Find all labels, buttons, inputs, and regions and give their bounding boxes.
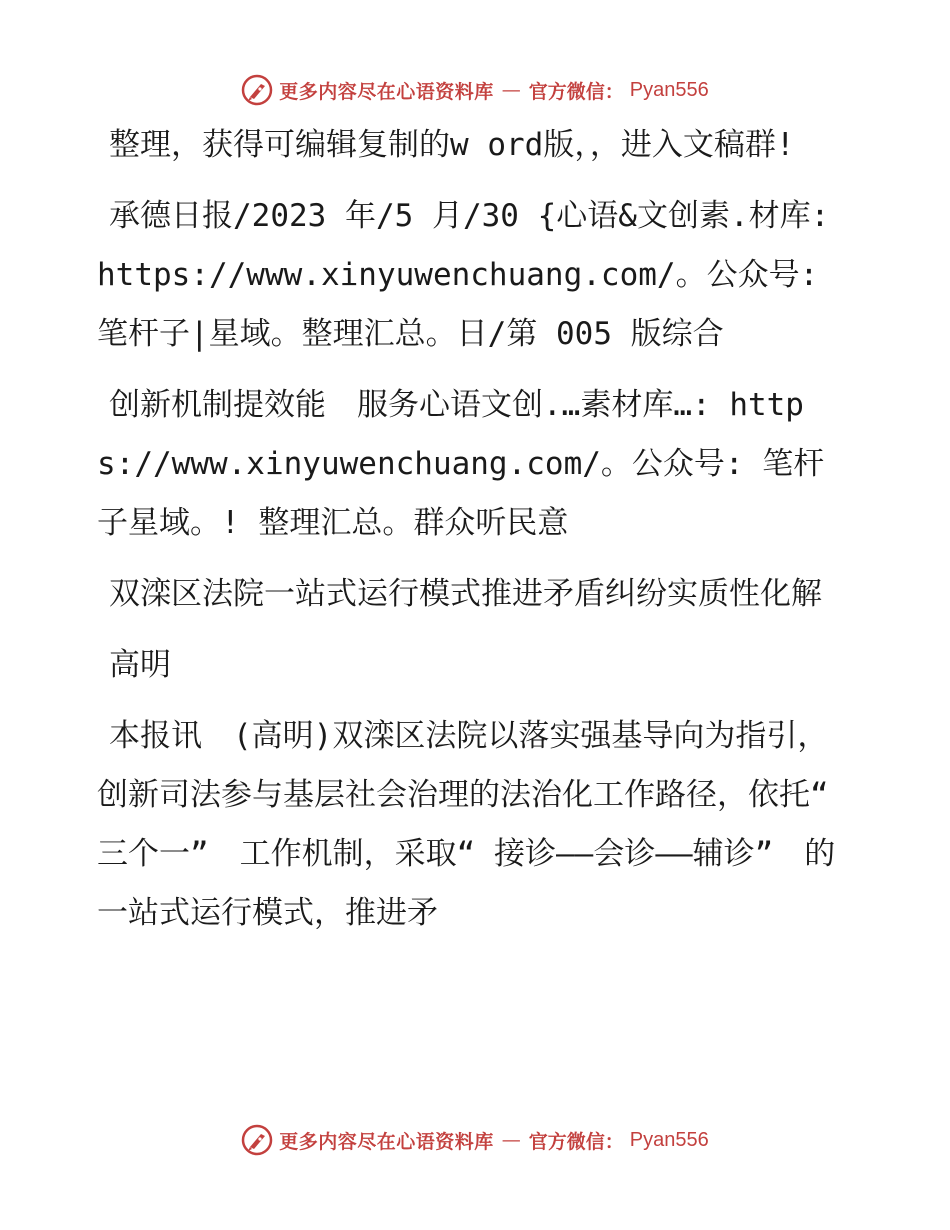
banner-slogan: 更多内容尽在心语资料库 [279, 80, 494, 103]
footer-banner [0, 1120, 950, 1160]
paragraph-column: 创新机制提效能 服务心语文创.…素材库…: https://www.xinyuwenchuang.com/。公众号: 笔杆子星域。! 整理汇总。群众听民意 [97, 387, 825, 541]
header-banner [0, 70, 950, 110]
paragraph-source: 承德日报/2023 年/5 月/30 {心语&文创素.材库: https://www.xinyuwenchuang.com/。公众号: 笔杆子|星域。整理汇总。日/第 005 版综合 [97, 198, 830, 352]
banner-wechat-label: 官方微信： [528, 1130, 624, 1153]
article-author: 高明 [109, 647, 171, 683]
document-body [97, 116, 842, 955]
banner-wechat-id: Pyan556 [629, 78, 709, 101]
banner-dash: — [501, 79, 521, 101]
banner-wechat-label: 官方微信： [528, 80, 624, 103]
banner-slogan: 更多内容尽在心语资料库 [279, 1130, 494, 1153]
banner-wechat-id: Pyan556 [629, 1128, 709, 1151]
article-lead: 本报讯 (高明)双滦区法院以落实强基导向为指引，创新司法参与基层社会治理的法治化工作路径，依托“ 三个一” 工作机制，采取“ 接诊——会诊——辅诊” 的一站式运行模式，推进矛 [97, 718, 836, 931]
paragraph-intro: 整理，获得可编辑复制的w ord版，，进入文稿群! [109, 127, 795, 163]
banner-dash: — [501, 1129, 521, 1151]
pen-nib-icon [241, 1124, 273, 1156]
article-headline: 双滦区法院一站式运行模式推进矛盾纠纷实质性化解 [109, 576, 822, 612]
pen-nib-icon [241, 74, 273, 106]
